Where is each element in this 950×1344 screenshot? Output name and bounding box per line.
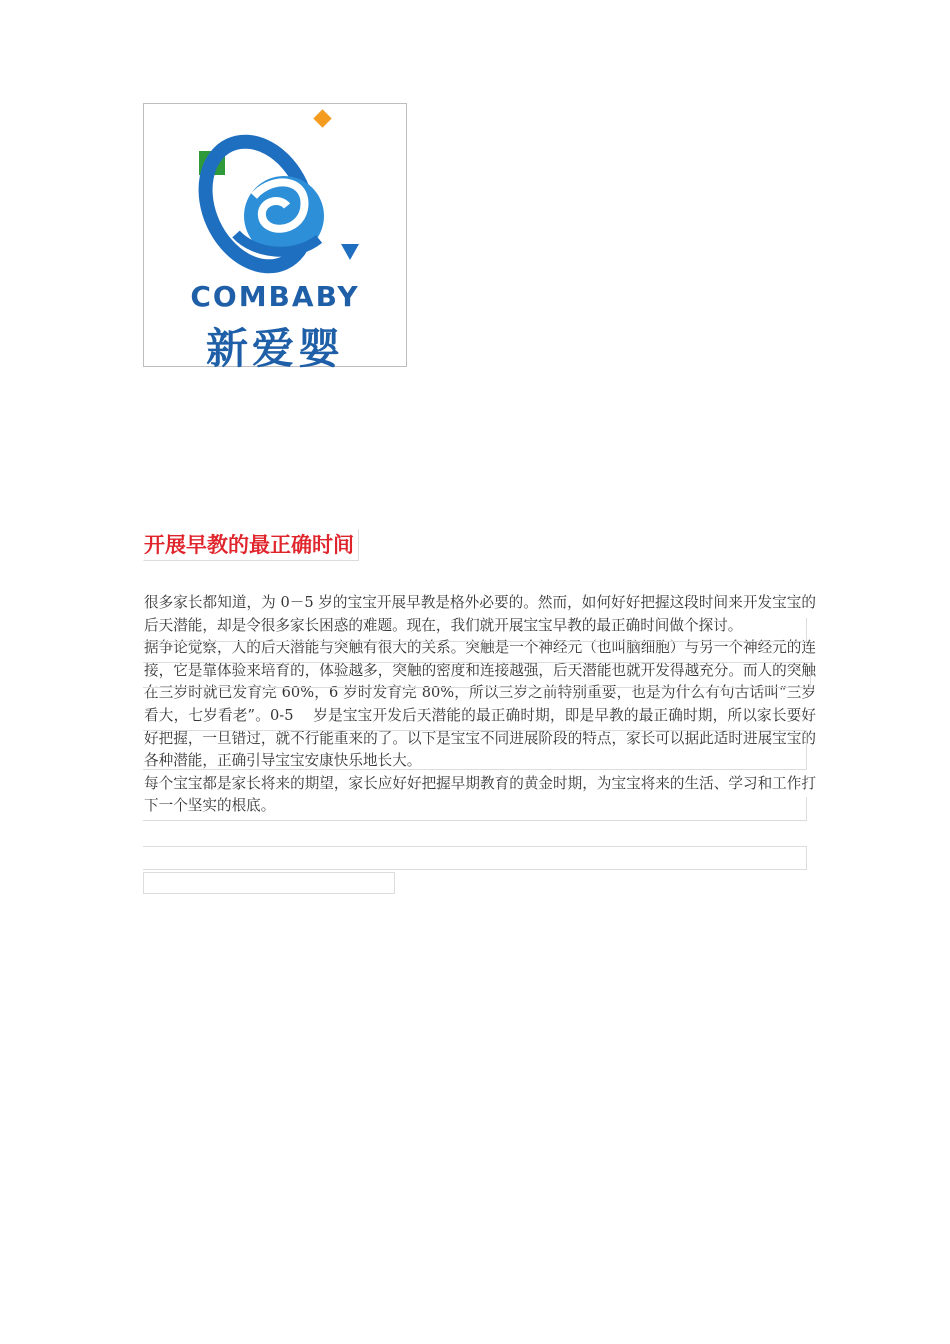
combaby-logo — [143, 103, 407, 373]
text-frame-divider — [143, 730, 807, 770]
text-frame-divider — [143, 872, 395, 894]
text-frame-divider — [143, 618, 807, 642]
blue-triangle-shape — [341, 244, 359, 260]
text-frame-divider — [143, 662, 811, 688]
article-title: 开展早教的最正确时间 — [143, 529, 359, 561]
text-frame-divider — [143, 846, 807, 870]
article-paragraph: 很多家长都知道，为 0－5 岁的宝宝开展早教是格外必要的。然而，如何好好把握这段时间来开发宝宝的后天潜能，却是令很多家长困惑的难题。现在，我们就开展宝宝早教的最正确时间做个探讨。 — [144, 594, 816, 634]
orange-diamond-shape — [313, 109, 331, 127]
article-paragraph: 每个宝宝都是家长将来的期望，家长应好好把握早期教育的黄金时期，为宝宝将来的生活、学习和工作打下一个坚实的根底。 — [144, 774, 816, 815]
article-paragraph: 据争论觉察，人的后天潜能与突触有很大的关系。突触是一个神经元（也叫脑细胞）与另一个神经元的连接，它是靠体验来培育的，体验越多，突触的密度和连接越强，后天潜能也就开发得越充分。而人的突触在三岁时就已发育完 60%，6 岁时发育完 80%，所以三岁之前特别重要，也是为什么有句古话叫“三岁看大，七岁看老”。0-5 岁是宝宝开发后天潜能的最正确时期，即是早教的最正确时期，所以家长要好好把握，一旦错过，就不行能重来的了。以下是宝宝不同进展阶段的特点，家长可以据此适时进展宝宝的各种潜能，正确引导宝宝安康快乐地长大。 — [144, 639, 816, 770]
text-frame-divider — [143, 797, 807, 821]
logo-brand-en: COMBABY — [190, 280, 360, 313]
logo-brand-cn: 新爱婴 — [205, 324, 344, 373]
